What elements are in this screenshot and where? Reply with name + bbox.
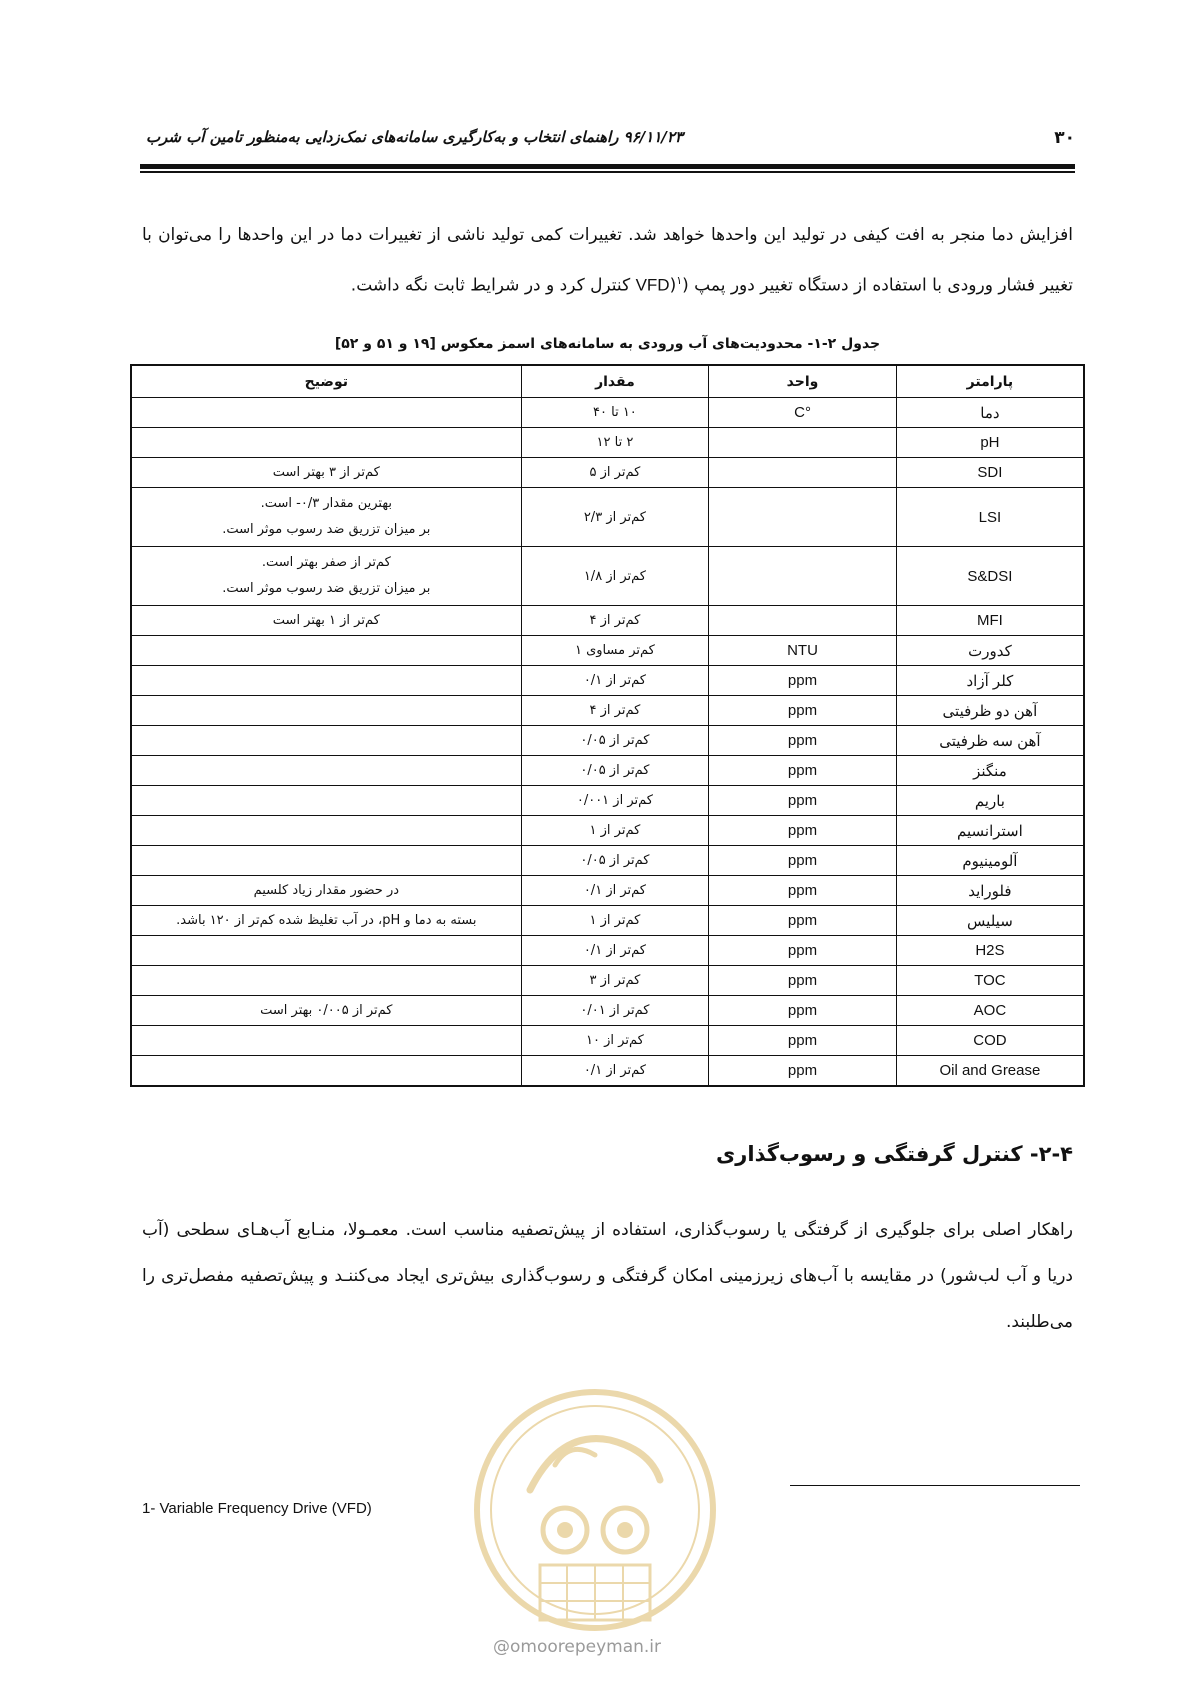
cell-value: کم‌تر از ۴ <box>521 696 709 726</box>
cell-description: کم‌تر از ۰/۰۰۵ بهتر است <box>131 996 521 1026</box>
footnote-text: 1- Variable Frequency Drive (VFD) <box>142 1500 372 1517</box>
cell-parameter: H2S <box>896 936 1084 966</box>
table-row <box>131 906 1084 936</box>
cell-unit: ppm <box>709 816 897 846</box>
watermark-seal-icon <box>460 1370 730 1660</box>
cell-description <box>131 666 521 696</box>
table-row <box>131 996 1084 1026</box>
cell-unit: ppm <box>709 876 897 906</box>
cell-parameter: Oil and Grease <box>896 1056 1084 1087</box>
cell-unit <box>709 458 897 488</box>
table-row <box>131 966 1084 996</box>
cell-description <box>131 1026 521 1056</box>
cell-value: ۱۰ تا ۴۰ <box>521 398 709 428</box>
cell-description <box>131 786 521 816</box>
table-row <box>131 547 1084 606</box>
cell-unit: ppm <box>709 906 897 936</box>
cell-value: کم‌تر از ۴ <box>521 606 709 636</box>
cell-unit: ppm <box>709 966 897 996</box>
cell-description <box>131 726 521 756</box>
column-header-value: مقدار <box>521 365 709 398</box>
cell-description <box>131 846 521 876</box>
table-row <box>131 786 1084 816</box>
table-row <box>131 398 1084 428</box>
cell-unit <box>709 488 897 547</box>
cell-parameter: LSI <box>896 488 1084 547</box>
cell-value: کم‌تر از ۰/۱ <box>521 1056 709 1087</box>
table-row <box>131 428 1084 458</box>
section-paragraph: راهکار اصلی برای جلوگیری از گرفتگی یا رسوب‌گذاری، استفاده از پیش‌تصفیه مناسب است. معمـولا، منـابع آب‌هـای سطحی (آب دریا و آب لب‌شور) در مقایسه با آب‌های زیرزمینی امکان گرفتگی و رسوب‌گذاری بیش‌تری ایجاد می‌کننـد و پیش‌تصفیه مفصل‌تری را می‌طلبند. <box>142 1220 1073 1332</box>
cell-description: کم‌تر از صفر بهتر است. بر میزان تزریق ضد رسوب موثر است. <box>131 547 521 606</box>
table-row <box>131 816 1084 846</box>
cell-description <box>131 636 521 666</box>
column-header-description: توضیح <box>131 365 521 398</box>
column-header-unit: واحد <box>709 365 897 398</box>
intro-paragraph <box>142 212 1073 309</box>
paragraph-text-a: افزایش دما منجر به افت کیفی در تولید این واحدها خواهد شد. تغییرات کمی تولید ناشی از تغییرات دما در این واحدها را می‌توان با تغییر فشار ورودی با استفاده از دستگاه تغییر دور پمپ ( <box>142 225 1073 296</box>
table-row <box>131 606 1084 636</box>
cell-parameter: COD <box>896 1026 1084 1056</box>
table-row <box>131 846 1084 876</box>
cell-unit: ppm <box>709 756 897 786</box>
table-row <box>131 1056 1084 1087</box>
cell-unit <box>709 428 897 458</box>
table-row <box>131 936 1084 966</box>
cell-parameter: منگنز <box>896 756 1084 786</box>
table-row <box>131 458 1084 488</box>
cell-parameter: استرانسیم <box>896 816 1084 846</box>
cell-parameter: باریم <box>896 786 1084 816</box>
table-row <box>131 876 1084 906</box>
cell-value: کم‌تر از ۱ <box>521 816 709 846</box>
running-title: ۹۶/۱۱/۲۳ راهنمای انتخاب و به‌کارگیری سامانه‌های نمک‌زدایی به‌منظور تامین آب شرب <box>146 128 683 146</box>
table-row <box>131 726 1084 756</box>
watermark-text: @omoorepeyman.ir <box>493 1637 662 1657</box>
paragraph-text-c: کنترل کرد و در شرایط ثابت نگه داشت. <box>350 275 636 296</box>
cell-description <box>131 398 521 428</box>
cell-description <box>131 966 521 996</box>
cell-unit <box>709 606 897 636</box>
cell-value: کم‌تر از ۲/۳ <box>521 488 709 547</box>
header-rule-thin <box>140 171 1075 173</box>
page-header <box>140 122 1075 156</box>
cell-unit: °C <box>709 398 897 428</box>
table-caption: جدول ۲-۱- محدودیت‌های آب ورودی به سامانه‌های اسمز معکوس [۱۹ و ۵۱ و ۵۲] <box>334 336 881 352</box>
cell-description <box>131 428 521 458</box>
cell-description <box>131 696 521 726</box>
cell-parameter: TOC <box>896 966 1084 996</box>
table-row <box>131 696 1084 726</box>
cell-unit: ppm <box>709 936 897 966</box>
cell-value: کم‌تر از ۱۰ <box>521 1026 709 1056</box>
cell-description: بهترین مقدار ۰/۳- است. بر میزان تزریق ضد رسوب موثر است. <box>131 488 521 547</box>
cell-value: کم‌تر از ۰/۱ <box>521 876 709 906</box>
cell-unit: ppm <box>709 696 897 726</box>
cell-parameter: AOC <box>896 996 1084 1026</box>
cell-unit <box>709 547 897 606</box>
cell-parameter: SDI <box>896 458 1084 488</box>
page-number: ۳۰ <box>1054 128 1075 148</box>
cell-value: کم‌تر مساوی ۱ <box>521 636 709 666</box>
cell-parameter: MFI <box>896 606 1084 636</box>
cell-description: در حضور مقدار زیاد کلسیم <box>131 876 521 906</box>
cell-description <box>131 756 521 786</box>
cell-unit: ppm <box>709 666 897 696</box>
cell-parameter: دما <box>896 398 1084 428</box>
cell-parameter: کدورت <box>896 636 1084 666</box>
cell-parameter: آهن سه ظرفیتی <box>896 726 1084 756</box>
table-row <box>131 756 1084 786</box>
table-row <box>131 636 1084 666</box>
cell-unit: ppm <box>709 846 897 876</box>
table-row <box>131 666 1084 696</box>
cell-value: ۲ تا ۱۲ <box>521 428 709 458</box>
footnote-separator <box>790 1485 1080 1486</box>
cell-description <box>131 1056 521 1087</box>
cell-value: کم‌تر از ۰/۰۰۱ <box>521 786 709 816</box>
cell-parameter: S&DSI <box>896 547 1084 606</box>
cell-value: کم‌تر از ۰/۱ <box>521 666 709 696</box>
cell-value: کم‌تر از ۳ <box>521 966 709 996</box>
cell-parameter: سیلیس <box>896 906 1084 936</box>
cell-parameter: آهن دو ظرفیتی <box>896 696 1084 726</box>
cell-description <box>131 816 521 846</box>
cell-unit: ppm <box>709 996 897 1026</box>
cell-description <box>131 936 521 966</box>
cell-value: کم‌تر از ۵ <box>521 458 709 488</box>
cell-description: کم‌تر از ۳ بهتر است <box>131 458 521 488</box>
cell-unit: ppm <box>709 786 897 816</box>
header-rule-thick <box>140 164 1075 169</box>
section-heading: ۲-۴- کنترل گرفتگی و رسوب‌گذاری <box>716 1142 1073 1166</box>
cell-unit: NTU <box>709 636 897 666</box>
footnote-reference: ۱ <box>676 274 683 287</box>
cell-parameter: pH <box>896 428 1084 458</box>
cell-value: کم‌تر از ۰/۰۵ <box>521 846 709 876</box>
feedwater-limits-table <box>130 364 1085 1087</box>
cell-unit: ppm <box>709 1026 897 1056</box>
cell-unit: ppm <box>709 726 897 756</box>
table-row <box>131 488 1084 547</box>
table-header-row <box>131 365 1084 398</box>
cell-description: کم‌تر از ۱ بهتر است <box>131 606 521 636</box>
paragraph-text-b: ) <box>669 275 677 296</box>
cell-value: کم‌تر از ۱/۸ <box>521 547 709 606</box>
cell-parameter: آلومینیوم <box>896 846 1084 876</box>
cell-value: کم‌تر از ۰/۰۱ <box>521 996 709 1026</box>
cell-value: کم‌تر از ۰/۰۵ <box>521 756 709 786</box>
vfd-abbreviation: VFD <box>635 275 670 295</box>
column-header-parameter: پارامتر <box>896 365 1084 398</box>
cell-value: کم‌تر از ۰/۱ <box>521 936 709 966</box>
cell-value: کم‌تر از ۱ <box>521 906 709 936</box>
cell-unit: ppm <box>709 1056 897 1087</box>
cell-value: کم‌تر از ۰/۰۵ <box>521 726 709 756</box>
cell-description: بسته به دما و pH، در آب تغلیظ شده کم‌تر از ۱۲۰ باشد. <box>131 906 521 936</box>
cell-parameter: کلر آزاد <box>896 666 1084 696</box>
cell-parameter: فلوراید <box>896 876 1084 906</box>
table-row <box>131 1026 1084 1056</box>
